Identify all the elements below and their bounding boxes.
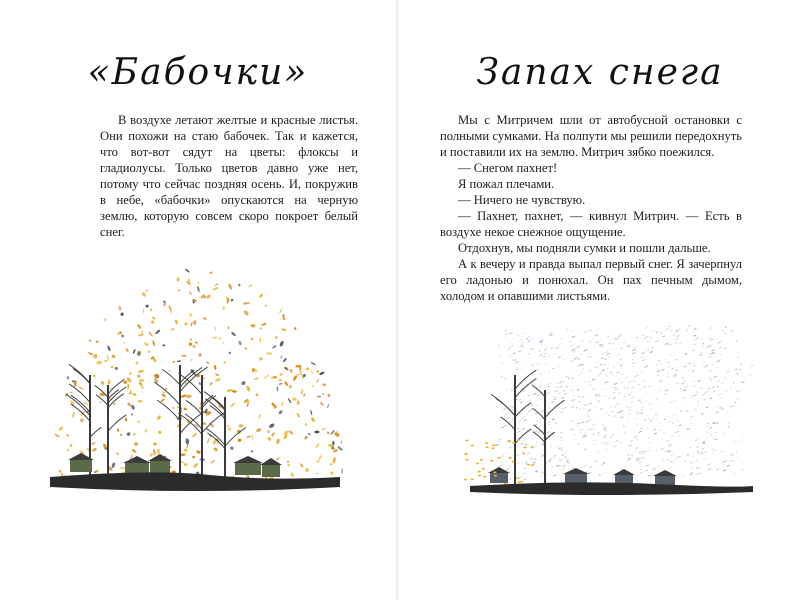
right-paragraph-3: Я пожал плечами. <box>458 177 555 191</box>
right-page-text <box>440 112 742 304</box>
snow-illustration <box>455 320 755 505</box>
falling-leaves <box>54 268 343 487</box>
left-paragraph: В воздухе летают желтые и красные листья. Они похожи на стаю бабочек. Так и кажется, что вот-вот сядут на цветы: флоксы и гладиолусы. Только цветов давно уже нет, потому что сейчас поздняя осень. И, покружив в небе, «бабочки» опускаются на черную землю, которую совсем скоро покроет белый снег. <box>100 113 358 239</box>
right-paragraph-6: Отдохнув, мы подняли сумки и пошли дальше. <box>458 241 711 255</box>
snow-haze <box>495 325 754 480</box>
left-page-title: «Бабочки» <box>87 52 309 93</box>
right-paragraph-5: — Пахнет, пахнет, — кивнул Митрич. — Есть в воздухе некое снежное ощущение. <box>440 209 742 239</box>
left-page <box>0 0 396 600</box>
right-paragraph-1: Мы с Митричем шли от автобусной остановки с полными сумками. На полпути мы решили передохнуть и поставили их на землю. Митрич зябко поежился. <box>440 113 742 159</box>
dark-ground <box>50 472 340 491</box>
autumn-leaves-illustration <box>30 255 360 505</box>
right-paragraph-2: — Снегом пахнет! <box>458 161 558 175</box>
left-page-text <box>100 112 358 240</box>
right-paragraph-7: А к вечеру и правда выпал первый снег. Я зачерпнул его ладонью и понюхал. Он пах печным дымом, холодом и опавшими листьями. <box>440 257 742 303</box>
dark-ground <box>470 482 753 495</box>
right-paragraph-4: — Ничего не чувствую. <box>458 193 586 207</box>
right-page <box>400 0 800 600</box>
right-page-title: Запах снега <box>476 52 724 93</box>
